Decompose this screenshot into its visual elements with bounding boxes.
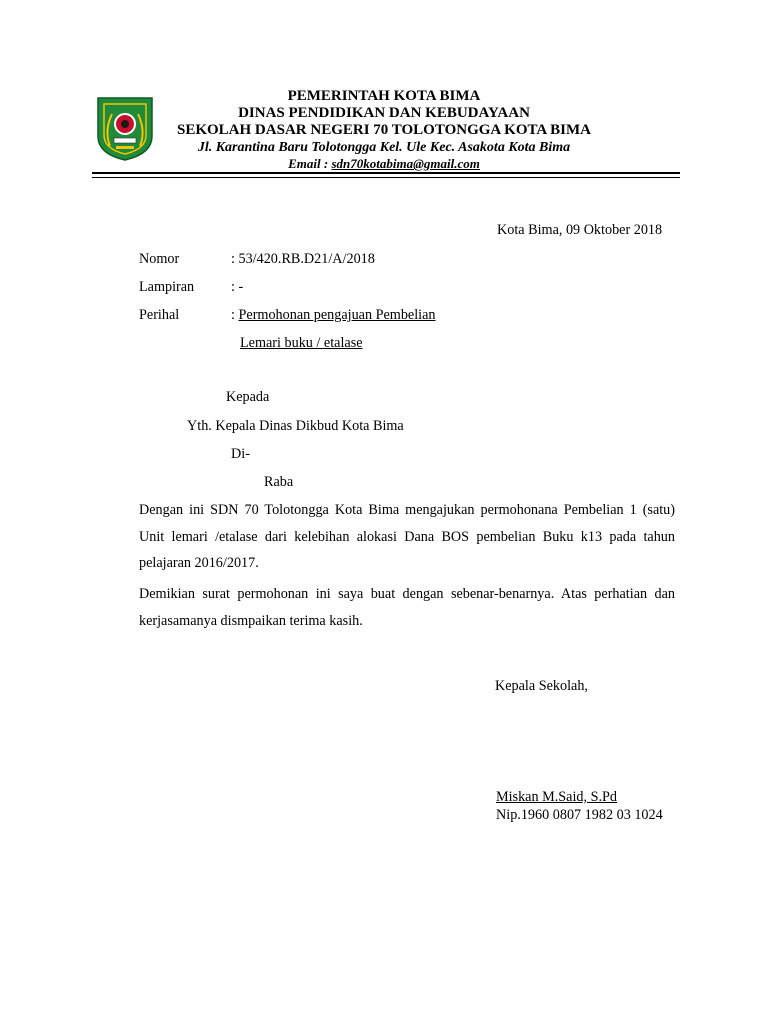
perihal-value [231,307,436,324]
letterhead-school: SEKOLAH DASAR NEGERI 70 TOLOTONGGA KOTA BIMA [177,122,591,138]
perihal-subject-line2: Lemari buku / etalase [240,335,363,351]
letterhead-divider-thick [92,172,680,174]
body-paragraph-1: Dengan ini SDN 70 Tolotongga Kota Bima mengajukan permohonana Pembelian 1 (satu) Unit lemari /etalase dari kelebihan alokasi Dana BOS pembelian Buku k13 pada tahun pelajaran 2016/2017. [139,502,675,571]
nomor-value: : 53/420.RB.D21/A/2018 [231,251,375,267]
perihal-subject-line1: Permohonan pengajuan Pembelian [238,307,436,323]
recipient: Yth. Kepala Dinas Dikbud Kota Bima [187,418,404,434]
letterhead-government: PEMERINTAH KOTA BIMA [287,88,481,104]
kepada-label: Kepada [226,389,270,405]
letterhead-department: DINAS PENDIDIKAN DAN KEBUDAYAAN [238,105,530,121]
signer-nip: Nip.1960 0807 1982 03 1024 [496,807,663,823]
body-paragraph-2: Demikian surat permohonan ini saya buat dengan sebenar-benarnya. Atas perhatian dan kerjasamanya dismpaikan terima kasih. [139,586,675,629]
letterhead-email-line [0,155,768,172]
lampiran-value: : - [231,279,244,295]
recipient-city: Raba [264,474,294,490]
letterhead-address: Jl. Karantina Baru Tolotongga Kel. Ule Kec. Asakota Kota Bima [197,140,571,155]
place-date: Kota Bima, 09 Oktober 2018 [497,222,663,238]
perihal-label: Perihal [139,307,180,323]
email-link[interactable]: sdn70kotabima@gmail.com [331,156,480,171]
closing-title: Kepala Sekolah, [495,678,588,694]
perihal-prefix: : [231,307,239,323]
signer-name: Miskan M.Said, S.Pd [496,789,618,805]
di-label: Di- [231,446,250,462]
email-label: Email : [288,156,332,171]
nomor-label: Nomor [139,251,180,267]
letterhead-divider-thin [92,177,680,178]
lampiran-label: Lampiran [139,279,195,295]
